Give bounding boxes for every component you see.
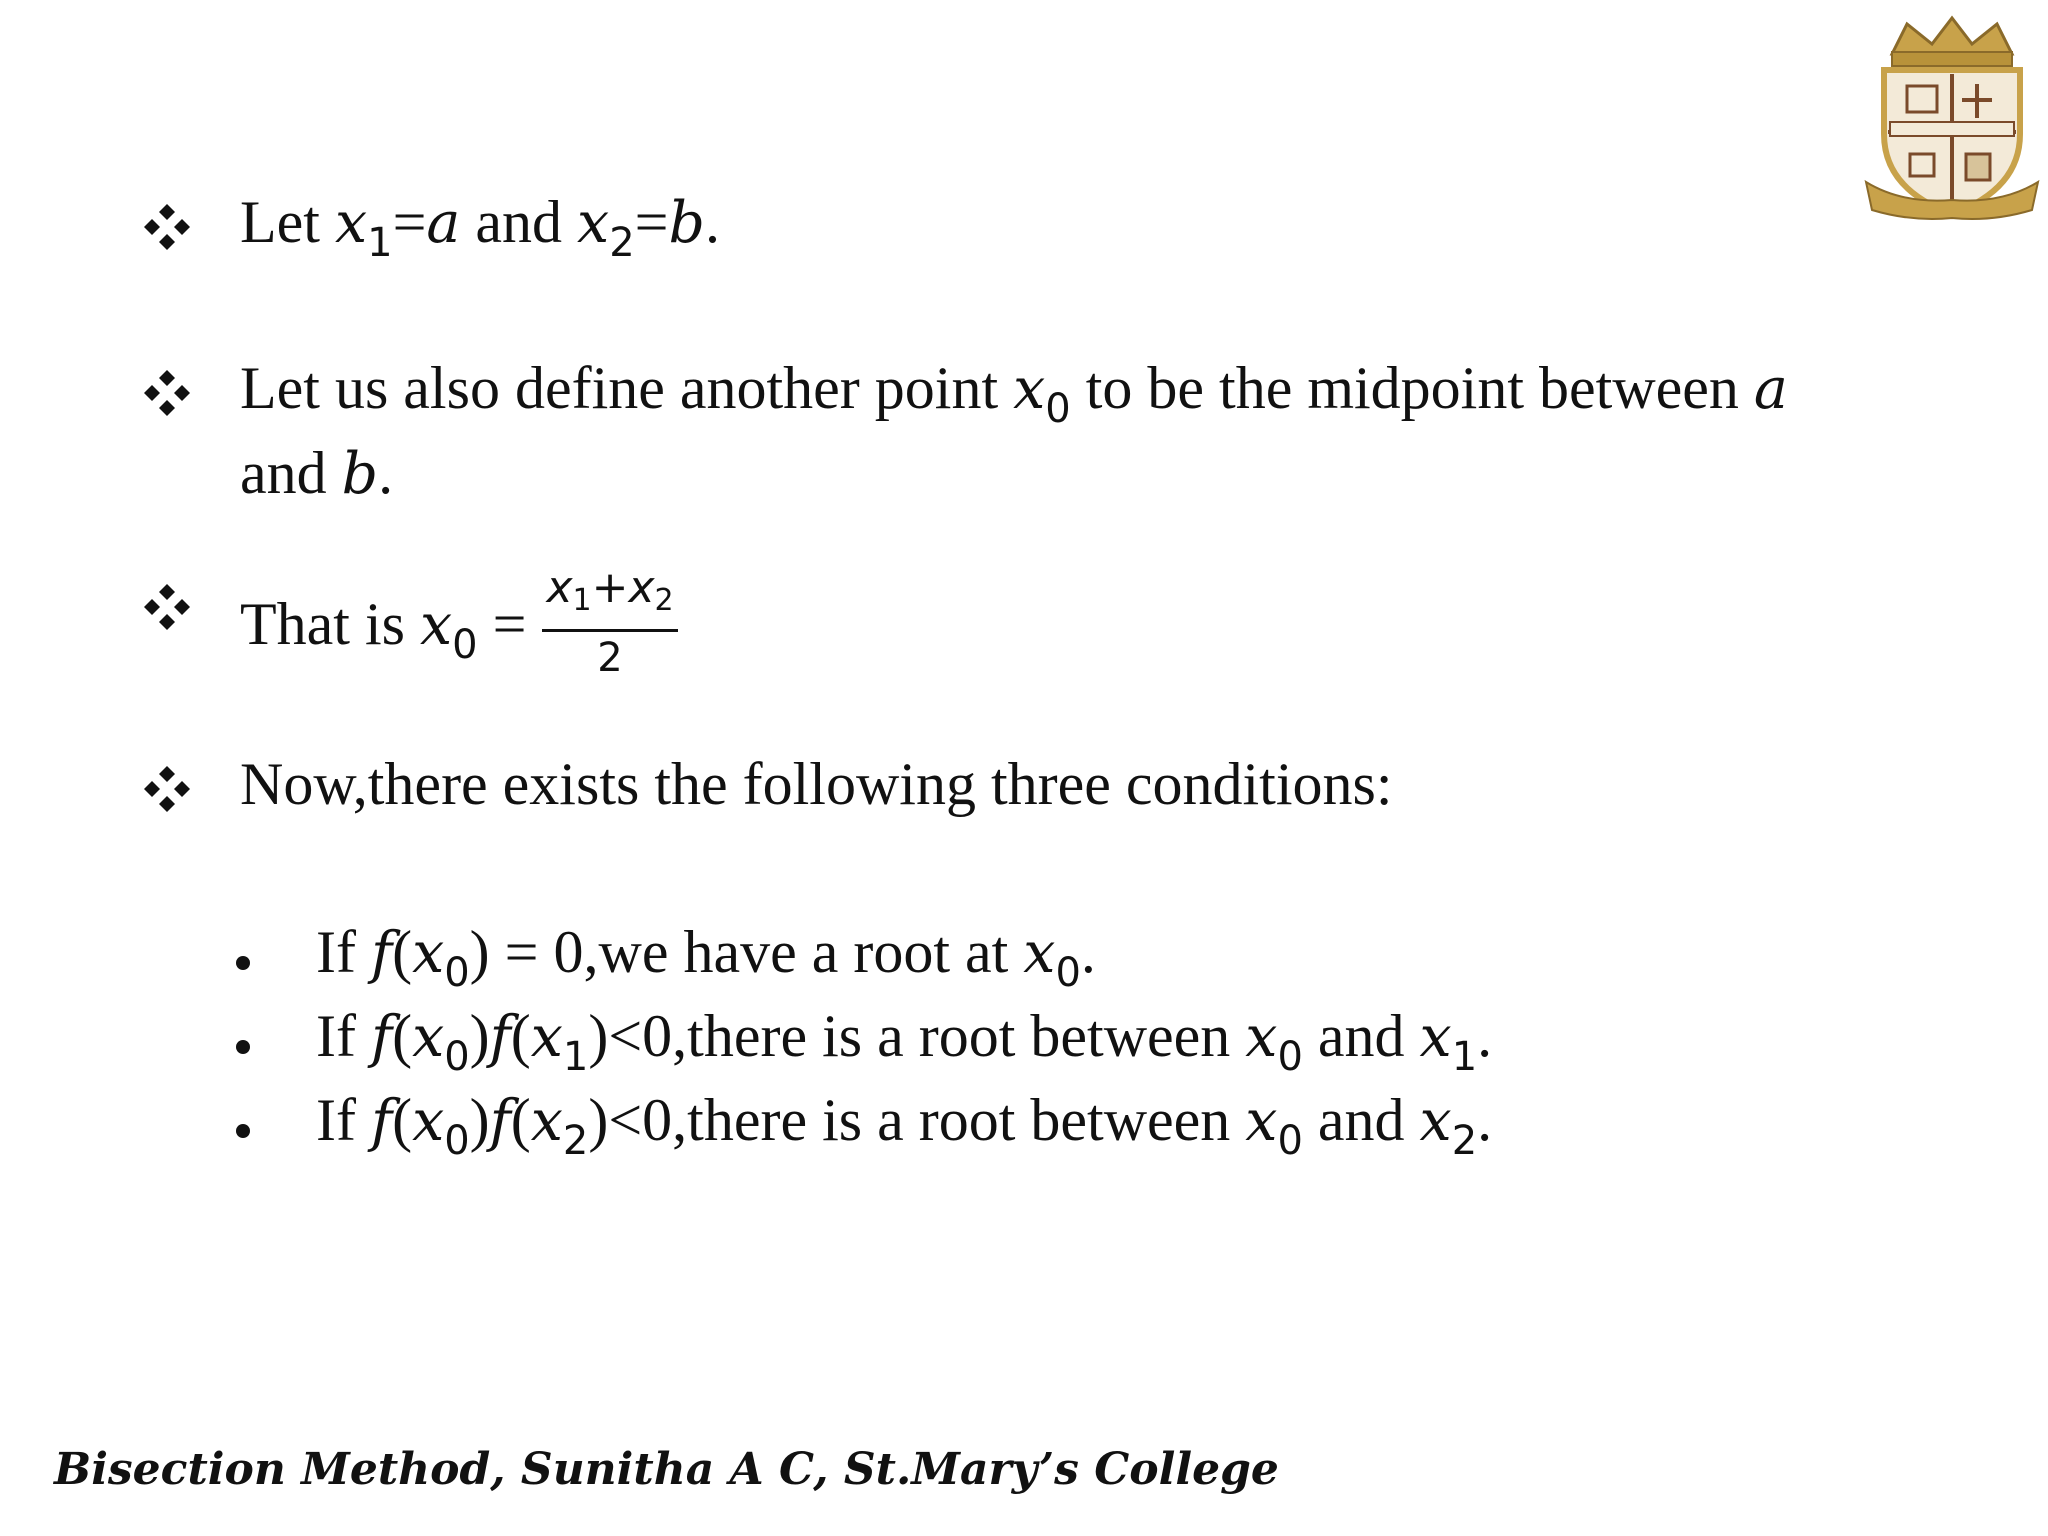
bullet-text-1: Let $x_1=a$ and $x_2=b$. [240, 189, 720, 266]
condition-item-1 [236, 920, 1096, 1005]
round-bullet-icon [236, 1040, 250, 1054]
bullet-item-3 [140, 562, 678, 690]
condition-text-2: If $f(x_0)f(x_1)<0,there$ is a root between $x_0$ and $x_1$. [316, 1003, 1493, 1080]
midpoint-fraction: $\frac{x1+x2}{2}$ [542, 564, 677, 684]
bullet-item-2 [140, 356, 1788, 506]
condition-item-3 [236, 1088, 1492, 1173]
slide-footer: Bisection Method, Sunitha A C, St.Mary’s College [54, 1444, 1279, 1495]
bullet-item-4 [140, 752, 1393, 816]
condition-item-2 [236, 1004, 1492, 1089]
condition-text-1: If $f(x_0) = 0,we$ have a root at $x_0$. [316, 919, 1096, 996]
four-diamond-bullet-icon [140, 580, 194, 634]
four-diamond-bullet-icon [140, 762, 194, 816]
four-diamond-bullet-icon [140, 200, 194, 254]
condition-text-3: If $f(x_0)f(x_2)<0,there$ is a root between $x_0$ and $x_2$. [316, 1087, 1493, 1164]
four-diamond-bullet-icon [140, 366, 194, 420]
round-bullet-icon [236, 1124, 250, 1138]
bullet-text-2: Let us also define another point $x_0$ to be the midpoint between a and b. [240, 355, 1788, 507]
college-crest-icon [1862, 14, 2042, 224]
bullet-item-1 [140, 190, 720, 275]
bullet-text-4: Now,there exists the following three conditions: [240, 751, 1393, 817]
round-bullet-icon [236, 956, 250, 970]
bullet-text-3: That is $x_0$ = $\frac{x1+x2}{2}$ [240, 570, 678, 690]
